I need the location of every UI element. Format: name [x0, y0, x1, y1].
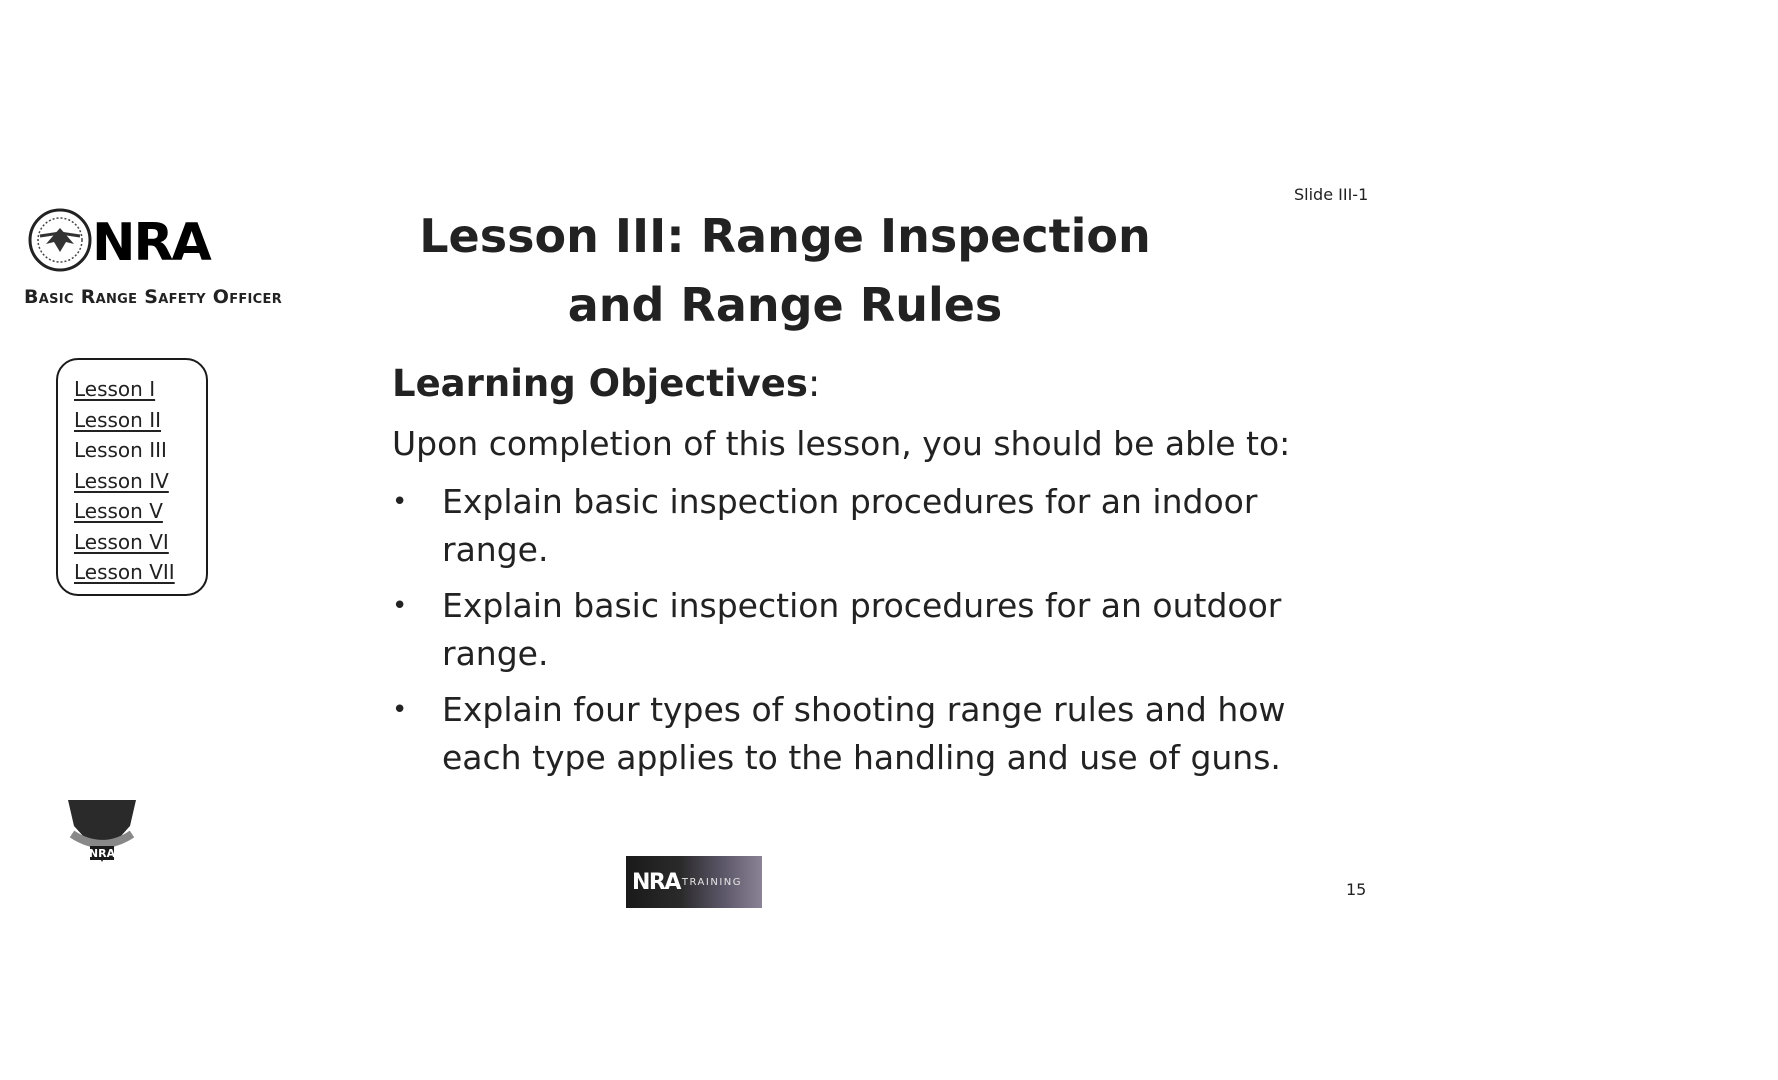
lesson-link-5[interactable]: Lesson V — [74, 499, 163, 523]
course-name: Basic Range Safety Officer — [24, 286, 283, 308]
slide-title-line-2: and Range Rules — [567, 278, 1003, 332]
bullet-icon: • — [392, 695, 408, 725]
lesson-link-2[interactable]: Lesson II — [74, 407, 162, 432]
slide-title-line-1: Lesson III: Range Inspection — [419, 209, 1151, 263]
objective-item — [386, 686, 1286, 782]
slide-id: Slide III-1 — [1294, 185, 1369, 204]
lesson-link-6[interactable]: Lesson VI — [74, 529, 169, 554]
objective-text: Explain basic inspection procedures for an outdoor range. — [442, 586, 1282, 673]
page-number: 15 — [1346, 880, 1367, 899]
objectives-heading-colon: : — [807, 362, 821, 405]
lesson-link-7[interactable]: Lesson VII — [74, 560, 175, 584]
lesson-nav — [56, 358, 208, 596]
slide-title — [390, 202, 1180, 340]
nra-seal-icon — [26, 200, 236, 280]
lesson-link-4[interactable]: Lesson IV — [74, 468, 169, 493]
training-logo-wordmark: NRA — [632, 869, 680, 895]
objective-item — [386, 582, 1286, 678]
objective-item — [386, 478, 1286, 574]
objectives-heading-text: Learning Objectives — [392, 362, 808, 405]
objective-text: Explain four types of shooting range rules and how each type applies to the handling and use of guns. — [442, 690, 1286, 777]
lesson-link-3-current: Lesson III — [74, 438, 167, 462]
objectives-list — [386, 478, 1286, 790]
nra-logo — [26, 200, 236, 280]
rso-badge — [64, 796, 140, 866]
objective-text: Explain basic inspection procedures for an indoor range. — [442, 482, 1258, 569]
bullet-icon: • — [392, 487, 408, 517]
rso-badge-icon — [64, 796, 140, 866]
objectives-heading — [392, 362, 820, 405]
nra-training-logo — [626, 856, 762, 908]
lesson-link-1[interactable]: Lesson I — [74, 377, 156, 401]
rso-badge-text: NRA — [88, 847, 116, 860]
bullet-icon: • — [392, 591, 408, 621]
nra-wordmark: NRA — [92, 213, 210, 273]
objectives-intro: Upon completion of this lesson, you should be able to: — [392, 424, 1291, 463]
training-logo-sub: TRAINING — [681, 876, 742, 888]
